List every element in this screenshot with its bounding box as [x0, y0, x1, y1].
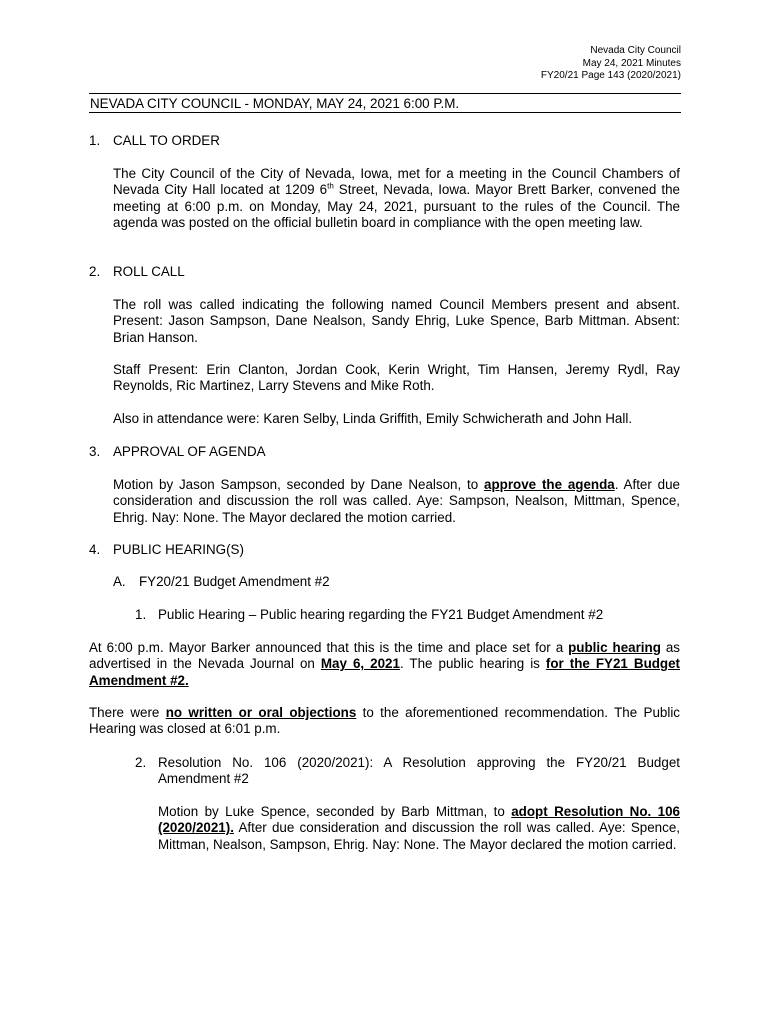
- item-1: [135, 607, 603, 623]
- page-title: NEVADA CITY COUNCIL - MONDAY, MAY 24, 2021 6:00 P.M.: [90, 96, 460, 111]
- section-call-to-order-heading: [89, 133, 220, 149]
- section-number: 1.: [89, 133, 101, 148]
- hearing-emphasis-public-hearing: public hearing: [568, 640, 661, 655]
- item-text: Public Hearing – Public hearing regarding the FY21 Budget Amendment #2: [158, 607, 604, 622]
- roll-call-paragraph: The roll was called indicating the following named Council Members present and absent. Present: Jason Sampson, Dane Nealson, Sandy Ehrig, Luke Spence, Barb Mittman. Absent: Brian Hanson.: [113, 297, 680, 345]
- call-to-order-text-b: Street, Nevada, Iowa. Mayor Brett Barker, convened the meeting at 6:00 p.m. on Monday, May 24, 2021, pursuant to the rules of the Council. The agenda was posted on the official bulletin board in compliance with the open meeting law.: [113, 182, 680, 231]
- resolution-title: Resolution No. 106 (2020/2021): A Resolution approving the FY20/21 Budget Amendment #2: [158, 755, 680, 787]
- hearing-text-a: At 6:00 p.m. Mayor Barker announced that this is the time and place set for a: [89, 640, 569, 655]
- objections-text-c: to the aforementioned recommendation. The Public Hearing was closed at 6:01 p.m.: [89, 705, 681, 737]
- call-to-order-paragraph: [113, 166, 680, 232]
- motion-text-a: Motion by Jason Sampson, seconded by Dane Nealson, to: [113, 477, 485, 492]
- header-page-number: FY20/21 Page 143 (2020/2021): [540, 70, 681, 82]
- public-hearing-paragraph: [89, 640, 680, 689]
- subsection-letter: A.: [113, 574, 126, 589]
- motion-action-emphasis: approve the agenda: [484, 477, 615, 492]
- section-number: 4.: [89, 542, 101, 557]
- objections-emphasis: no written or oral objections: [165, 705, 357, 720]
- title-bar: [89, 93, 681, 113]
- resolution-motion-text-a: Motion by Luke Spence, seconded by Barb Mittman, to: [158, 804, 512, 819]
- section-title: APPROVAL OF AGENDA: [113, 444, 266, 459]
- hearing-text-c: as advertised in the Nevada Journal on: [89, 640, 680, 672]
- objections-paragraph: [89, 705, 680, 738]
- ordinal-suffix: th: [327, 181, 334, 191]
- page-header: [381, 45, 681, 83]
- approval-agenda-paragraph: [113, 477, 680, 526]
- section-number: 2.: [89, 264, 101, 279]
- objections-text-a: There were: [89, 705, 166, 720]
- section-roll-call-heading: [89, 264, 185, 280]
- hearing-emphasis-amendment: for the FY21 Budget Amendment #2.: [89, 656, 681, 688]
- header-minutes-date: May 24, 2021 Minutes: [582, 57, 681, 69]
- resolution-motion-emphasis: adopt Resolution No. 106 (2020/2021).: [158, 804, 681, 836]
- section-title: CALL TO ORDER: [113, 133, 220, 148]
- call-to-order-text-a: The City Council of the City of Nevada, Iowa, met for a meeting in the Council Chambers of Nevada City Hall located at 1209 6: [113, 166, 680, 198]
- resolution-motion-text-c: After due consideration and discussion the roll was called. Aye: Spence, Mittman, Nealson, Sampson, Ehrig. Nay: None. The Mayor declared the motion carried.: [158, 820, 680, 852]
- item-2: [135, 755, 680, 788]
- section-title: ROLL CALL: [113, 264, 185, 279]
- item-number: 2.: [135, 755, 147, 770]
- hearing-text-e: . The public hearing is: [399, 656, 546, 672]
- subsection-title: FY20/21 Budget Amendment #2: [139, 574, 330, 589]
- item-number: 1.: [135, 607, 147, 622]
- section-public-hearing-heading: [89, 542, 244, 558]
- hearing-emphasis-date: May 6, 2021: [320, 656, 400, 672]
- staff-present-paragraph: Staff Present: Erin Clanton, Jordan Cook, Kerin Wright, Tim Hansen, Jeremy Rydl, Ray Reynolds, Ric Martinez, Larry Stevens and Mike Roth.: [113, 362, 680, 394]
- section-number: 3.: [89, 444, 101, 459]
- section-title: PUBLIC HEARING(S): [113, 542, 244, 557]
- resolution-motion-paragraph: [158, 804, 680, 853]
- subsection-a: [113, 574, 330, 590]
- section-approval-agenda-heading: [89, 444, 266, 460]
- attendance-paragraph: Also in attendance were: Karen Selby, Linda Griffith, Emily Schwicherath and John Hall.: [113, 411, 633, 426]
- header-council-name: Nevada City Council: [590, 45, 681, 56]
- motion-text-c: . After due consideration and discussion the roll was called. Aye: Sampson, Nealson, Mittman, Spence, Ehrig. Nay: None. The Mayor declared the motion carried.: [113, 477, 681, 525]
